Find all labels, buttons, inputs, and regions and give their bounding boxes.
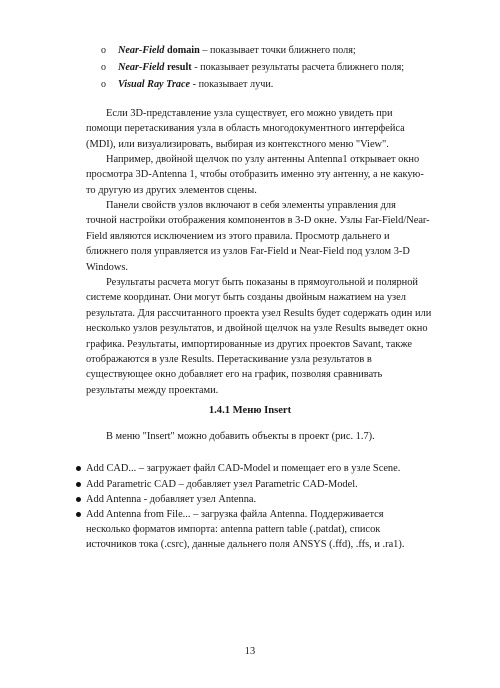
- circle-bullet-icon: o: [101, 79, 106, 90]
- bullet-text: Add Parametric CAD – добавляет узел Parametric CAD-Model.: [86, 479, 358, 490]
- bullet-item: [86, 507, 446, 552]
- text-line: Field являются исключением из этого правила. Просмотр дальнего и: [86, 230, 390, 242]
- sublist-term: Near-Field: [118, 45, 165, 56]
- sublist-term-suffix: domain: [164, 45, 200, 56]
- text-line: Если 3D-представление узла существует, его можно увидеть при: [106, 108, 393, 119]
- page-number: 13: [244, 646, 256, 657]
- text-line: системе координат. Они могут быть созданы двойным нажатием на узел: [86, 292, 406, 304]
- circle-bullet-icon: o: [101, 45, 106, 56]
- text-line: результата. Для рассчитанного проекта узел Results будет содержать один или: [86, 307, 432, 319]
- text-line: точной настройки отображения компонентов в 3-D окне. Узлы Far-Field/Near-: [86, 215, 430, 227]
- sublist-term-suffix: result: [164, 62, 192, 73]
- sublist-item: [101, 60, 458, 75]
- sublist-desc: - показывает результаты расчета ближнего поля;: [191, 62, 405, 73]
- sublist-desc: - показывает лучи.: [190, 79, 274, 90]
- bullet-icon: [76, 497, 81, 502]
- text-line: Результаты расчета могут быть показаны в прямоугольной и полярной: [106, 277, 418, 288]
- text-line: В меню "Insert" можно добавить объекты в проект (рис. 1.7).: [106, 431, 375, 442]
- text-line: несколько узлов результатов, и двойной щелчок на узле Results выведет окно: [86, 323, 428, 335]
- bullet-item: [86, 477, 446, 492]
- bullet-item: [86, 492, 446, 507]
- sublist-desc: – показывает точки ближнего поля;: [199, 45, 356, 56]
- text-line: то другую из других элементов сцены.: [86, 184, 257, 196]
- paragraph: [86, 198, 442, 275]
- text-line: отображаются в узле Results. Перетаскивание узла результатов в: [86, 354, 372, 366]
- sublist-term: Visual Ray Trace: [118, 79, 191, 90]
- bullet-item: [86, 461, 446, 476]
- sublist-item: [101, 43, 458, 58]
- paragraph: [86, 152, 442, 198]
- paragraph: [86, 106, 442, 152]
- text-line: результаты между проектами.: [86, 384, 219, 396]
- circle-bullet-icon: o: [101, 62, 106, 73]
- text-line: просмотра 3D-Antenna 1, чтобы отобразить именно эту антенну, а не какую-: [86, 169, 424, 181]
- text-line: Например, двойной щелчок по узлу антенны Antenna1 открывает окно: [106, 154, 420, 165]
- text-line: ближнего поля управляется из узлов Far-Field и Near-Field под узлом 3-D: [86, 246, 410, 258]
- bullet-icon: [76, 466, 81, 471]
- text-line: (MDI), или визуализировать, выбирая из контекстного меню "View".: [86, 138, 389, 150]
- bullet-text: Add CAD... – загружает файл CAD-Model и помещает его в узле Scene.: [86, 463, 401, 474]
- text-line: Панели свойств узлов включают в себя элементы управления для: [106, 200, 396, 211]
- bullet-text: Add Antenna - добавляет узел Antenna.: [86, 494, 257, 505]
- paragraph: [86, 275, 442, 398]
- text-line: графика. Результаты, импортированные из других проектов Savant, также: [86, 338, 413, 350]
- sublist-item: [101, 77, 458, 92]
- text-line: помощи перетаскивания узла в область многодокументного интерфейса: [86, 123, 405, 135]
- text-line: существующее окно добавляет его на график, позволяя сравнивать: [86, 369, 383, 381]
- bullet-text: несколько форматов импорта: antenna pattern table (.patdat), список: [86, 524, 381, 535]
- paragraph: [86, 429, 442, 444]
- bullet-text: Add Antenna from File... – загрузка файла Antenna. Поддерживается: [86, 509, 384, 520]
- bullet-text: источников тока (.csrc), данные дальнего поля ANSYS (.ffd), .ffs, и .ra1).: [86, 539, 405, 550]
- sublist-term: Near-Field: [118, 62, 165, 73]
- section-heading: 1.4.1 Меню Insert: [208, 405, 292, 416]
- text-line: Windows.: [86, 261, 129, 273]
- bullet-icon: [76, 482, 81, 487]
- bullet-icon: [76, 512, 81, 517]
